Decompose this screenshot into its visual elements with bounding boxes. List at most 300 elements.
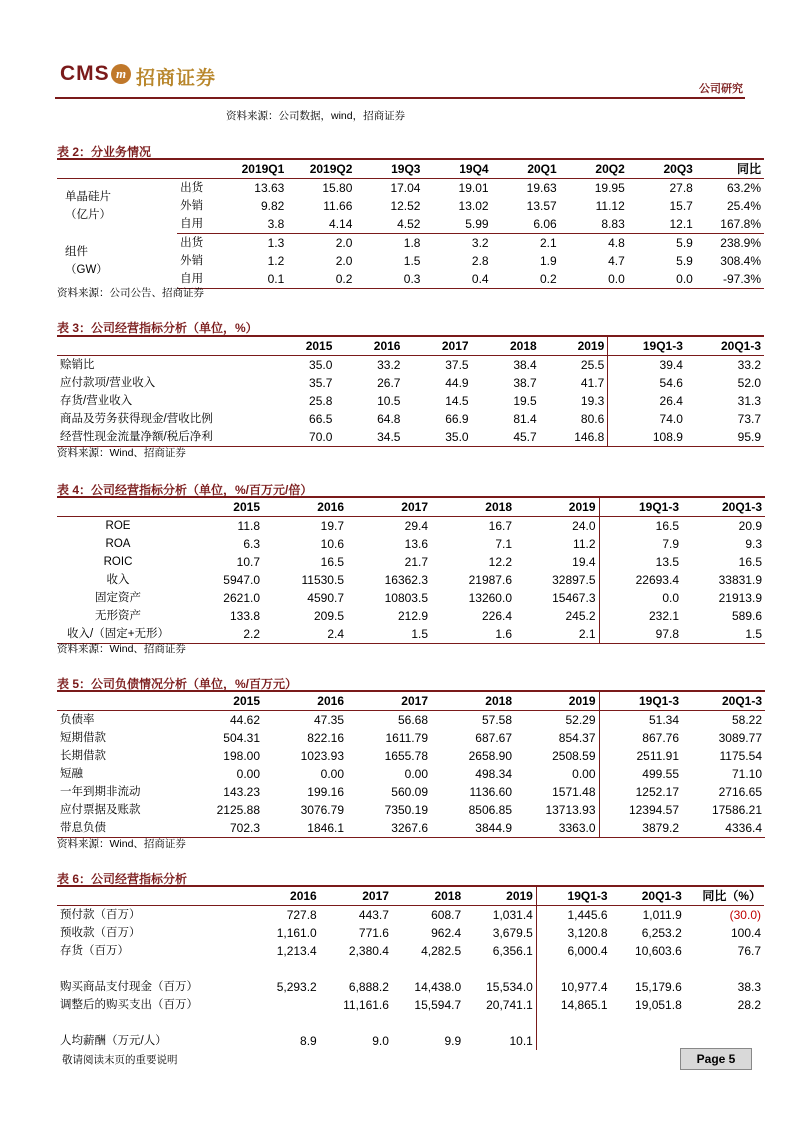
table4-cell: 10.7 [236,555,260,569]
table5-cell: 47.35 [313,713,344,727]
table4-cell: 2.2 [179,625,263,644]
table6-row-label: 预收款（百万） [60,927,141,939]
table4-col-header: 2015 [179,497,263,517]
table5-cell: 51.34 [599,711,682,730]
table5-row [57,711,765,730]
table4-header-row [57,497,765,517]
table3-cell: 25.8 [309,394,333,408]
table6-col-header: 2019 [464,886,536,906]
table4-col-header: 20Q1-3 [682,497,765,517]
table6-col-header: 20Q1-3 [611,886,685,906]
table2-module-cell: 0.0 [560,270,628,289]
table6-row [57,978,764,996]
table3-cell: 73.7 [737,412,761,426]
table5-col-header: 2015 [179,691,263,711]
table5-cell: 2508.59 [552,749,596,763]
table5-cell: 52.29 [565,713,596,727]
table5-row-label: 应付票据及账款 [60,804,141,816]
table2-col-header: 19Q3 [355,159,423,179]
table4-cell: 11.2 [573,537,596,551]
table2-wafer-cell: 11.66 [323,199,353,213]
table6-cell [536,960,610,978]
table4-row [57,517,765,536]
table5-cell: 1136.60 [469,785,512,799]
table5-cell: 198.00 [223,749,260,763]
table3-row [57,392,764,410]
table6-cell: 6,000.4 [536,942,610,960]
table2-module-cell: 0.3 [355,270,423,289]
table6-cell [392,960,464,978]
table3-cell: 41.7 [580,376,605,390]
table4-cell: 16.7 [488,519,512,533]
table5-cell: 687.67 [475,731,512,745]
table4-row-label: 收入/（固定+无形） [57,625,179,644]
table2-wafer-cell: 27.8 [669,181,693,195]
table6-cell: 962.4 [431,926,462,940]
top-source-note: 资料来源：公司数据，wind，招商证券 [226,110,406,122]
table5-row [57,801,765,819]
table4-cell: 5947.0 [223,573,260,587]
table6-cell: 10,603.6 [635,944,682,958]
table6-cell: 443.7 [358,908,389,922]
table2-wafer-cell: 15.80 [322,181,353,195]
table5-cell: 199.16 [307,785,344,799]
table3-cell: 52.0 [737,376,761,390]
table5-cell: 2658.90 [468,749,512,763]
table2-module-cell: 1.9 [539,254,557,268]
table2-col-header: 20Q2 [560,159,628,179]
table3-cell: 95.9 [686,428,764,447]
table6-title: 表 6：公司经营指标分析 [57,872,188,886]
table4-cell: 32897.5 [552,573,596,587]
table4-row [57,553,765,571]
table2-module-row-label: 出货 [180,237,204,249]
table5-cell: 8506.85 [468,803,512,817]
table4-title: 表 4：公司经营指标分析（单位，%/百万元/倍） [57,483,313,497]
table6-cell: 6,253.2 [641,926,682,940]
table5-corner [57,691,179,711]
table4-row-label: 收入 [106,574,130,586]
table5-cell: 560.09 [391,785,428,799]
table3-cell: 37.5 [445,358,469,372]
table2-module-cell: 5.9 [676,254,693,268]
table5-row-label: 带息负债 [57,819,179,838]
table6-cell [248,1014,320,1032]
table2-wafer-cell: 13.57 [526,199,557,213]
table5-cell: 7350.19 [384,803,428,817]
table5-row [57,765,765,783]
table2-module-cell: 2.0 [335,236,353,250]
table6-cell [392,1014,464,1032]
table4-col-header: 2017 [347,497,431,517]
table3-col-header: 20Q1-3 [686,336,764,356]
table6-cell: 9.0 [372,1034,389,1048]
table6-cell: 1,031.4 [492,908,533,922]
table3-row-label: 赊销比 [60,359,95,371]
table4-cell: 209.5 [313,609,344,623]
table6-row [57,1014,764,1032]
table5-cell: 71.10 [731,767,762,781]
table2-module-cell: 1.5 [403,254,421,268]
table2-module-cell: 1.3 [267,236,285,250]
table3-cell: 33.2 [377,358,401,372]
table6-cell [248,996,320,1014]
table4-cell: 13.6 [404,537,428,551]
table3-cell: 19.5 [513,394,537,408]
header-divider [55,97,745,99]
table2-module-row-label: 外销 [180,255,204,267]
table5-cell: 3267.6 [347,819,431,838]
table2-wafer-cell: 5.99 [423,215,491,234]
table2-module-cell: 0.2 [492,270,560,289]
table2-module-cell: 3.2 [471,236,489,250]
table4-cell: 11530.5 [301,573,344,587]
table5-col-header: 2019 [515,691,599,711]
table4-cell: 21987.6 [468,573,512,587]
table6-row-label: 人均薪酬（万元/人） [60,1035,167,1047]
table3-cell: 64.8 [377,412,401,426]
table4-cell: 10803.5 [384,591,428,605]
table3-cell: 26.4 [608,392,686,410]
table5-row-label: 短期借款 [60,732,106,744]
table2-wafer-row-label: 外销 [180,200,204,212]
table6-cell [320,960,392,978]
table6-cell: 2,380.4 [348,944,389,958]
table5-cell: 1846.1 [263,819,347,838]
table5-row-label: 一年到期非流动 [60,786,141,798]
table4-cell: 1.6 [431,625,515,644]
table2-wafer-group-label [57,179,177,234]
table3-cell: 35.0 [309,358,333,372]
table3-cell: 39.4 [608,356,686,375]
table4-cell: 7.9 [599,535,682,553]
table3-cell: 35.0 [403,428,471,447]
table2-module-cell: 1.8 [403,236,421,250]
table4-cell: 19.4 [572,555,596,569]
table2-wafer-cell: 63.2% [726,181,761,195]
table6-cell: 8.9 [300,1034,317,1048]
table5-cell: 13713.93 [545,803,596,817]
table6-row-label: 存货（百万） [60,945,129,957]
table5-col-header: 2017 [347,691,431,711]
table5-row-label: 长期借款 [60,750,106,762]
table5-cell: 2125.88 [216,803,260,817]
table5-col-header: 2016 [263,691,347,711]
table4-cell: 589.6 [731,609,762,623]
table2-col-header: 20Q1 [492,159,560,179]
table6 [57,885,764,1050]
table3-title: 表 3：公司经营指标分析（单位，%） [57,321,258,335]
table6-cell: 10.1 [509,1034,533,1048]
table4-cell: 24.0 [572,519,596,533]
table2-col-header: 2019Q2 [287,159,355,179]
table2-wafer-cell: 4.52 [355,215,423,234]
table2-wafer-cell: 6.06 [492,215,560,234]
table3-cell: 66.9 [445,412,469,426]
table2-module-cell: 2.1 [539,236,557,250]
table4-source: 资料来源：Wind、招商证券 [57,643,186,655]
table3-cell: 81.4 [513,412,537,426]
table3-cell: 70.0 [267,428,335,447]
table6-cell: 11,161.6 [343,998,389,1012]
table6-cell: 100.4 [730,926,761,940]
table6-cell: 38.3 [737,980,761,994]
table4-row-label: 固定资产 [95,592,141,604]
table2-module-cell: 4.7 [608,254,625,268]
table2-module-cell: 4.8 [608,236,625,250]
table5-cell: 1023.93 [300,749,344,763]
table5-cell: 822.16 [307,731,344,745]
table6-cell: 1,445.6 [536,906,610,925]
table4-cell: 245.2 [565,609,596,623]
table5-cell: 4336.4 [682,819,765,838]
table5-cell: 0.00 [404,767,428,781]
table5-cell: 1571.48 [552,785,596,799]
table5-cell: 0.00 [236,767,260,781]
table4-cell: 16.5 [320,555,344,569]
table2-module-cell: 0.1 [219,270,287,289]
table2-wafer-cell: 19.95 [594,181,625,195]
table3-cell: 34.5 [335,428,403,447]
table5-cell: 1252.17 [599,783,682,801]
table2-wafer-cell: 12.1 [628,215,696,234]
table3-cell: 35.7 [309,376,333,390]
table6-cell: 19,051.8 [635,998,682,1012]
table4-cell: 10.6 [320,537,344,551]
table3-header-row [57,336,764,356]
table5-cell: 3879.2 [599,819,682,838]
table3 [57,335,764,447]
table3-col-header: 2016 [335,336,403,356]
table5-header-row [57,691,765,711]
table5-cell: 2511.91 [599,747,682,765]
table4-row-label: ROIC [103,556,133,568]
footer-disclaimer: 敬请阅读末页的重要说明 [62,1054,178,1066]
table4-col-header: 2016 [263,497,347,517]
table2-module-cell: 308.4% [720,254,761,268]
table6-col-header: 同比（%） [685,886,764,906]
table2-module-cell: 238.9% [720,236,761,250]
table5-cell: 867.76 [599,729,682,747]
table2-header-row [57,159,764,179]
table6-col-header: 2016 [248,886,320,906]
table5-col-header: 19Q1-3 [599,691,682,711]
table4-cell: 133.8 [229,609,260,623]
table6-cell [536,1032,610,1050]
table5-cell: 498.34 [475,767,512,781]
table3-row-label: 应付款项/营业收入 [60,377,156,389]
table6-cell: 15,534.0 [486,980,533,994]
table3-cell: 38.7 [513,376,537,390]
table4-cell: 33831.9 [718,573,762,587]
table5-cell: 57.58 [481,713,512,727]
table2-wafer-cell: 3.8 [219,215,287,234]
table3-cell: 146.8 [540,428,608,447]
table4-cell: 1.5 [347,625,431,644]
table6-col-header: 2017 [320,886,392,906]
table2-wafer-cell: 17.04 [390,181,421,195]
table2-col-header: 2019Q1 [219,159,287,179]
table4-row-label: ROE [105,520,131,532]
table5-col-header: 2018 [431,691,515,711]
table6-cell [685,1014,764,1032]
table6-row [57,906,764,925]
table4-cell: 16.5 [738,555,762,569]
table2-wafer-group-label-line1: 单晶硅片 [65,191,111,204]
table4-cell: 15467.3 [552,591,596,605]
table2-module-cell: 2.0 [335,254,353,268]
table2-module-cell: 0.0 [628,270,696,289]
table5-cell: 56.68 [397,713,428,727]
table2-module-row-label: 自用 [177,270,219,289]
table5-cell: 3363.0 [515,819,599,838]
table5-cell: 12394.57 [599,801,682,819]
table2-wafer-cell: 15.7 [669,199,693,213]
table6-cell [611,960,685,978]
table5-cell: 499.55 [599,765,682,783]
table2-wafer-row-label: 自用 [177,215,219,234]
table3-col-header: 2017 [403,336,471,356]
table2-col-header: 19Q4 [423,159,491,179]
table3-row-label: 存货/营业收入 [60,395,133,407]
table6-cell: 15,594.7 [414,998,462,1012]
table5-cell: 1655.78 [384,749,428,763]
table6-cell: 608.7 [431,908,462,922]
table5-cell: 17586.21 [711,803,762,817]
table4-col-header: 19Q1-3 [599,497,682,517]
table2-module-cell: 0.2 [287,270,355,289]
table5-cell: 1175.54 [719,749,762,763]
table3-cell: 80.6 [580,412,605,426]
table3-cell: 25.5 [580,358,605,372]
table4-cell: 16362.3 [384,573,428,587]
table5-cell: 2716.65 [718,785,762,799]
page-number: Page 5 [680,1048,752,1070]
table6-row-label: 预付款（百万） [60,909,141,921]
table4-cell: 2621.0 [223,591,260,605]
table6-cell [464,960,536,978]
table3-cell: 26.7 [377,376,401,390]
table6-row-label [57,1014,248,1032]
table6-col-header: 2018 [392,886,464,906]
table6-cell [611,1032,685,1050]
table6-cell [464,1014,536,1032]
table4-cell: 232.1 [599,607,682,625]
table5-cell: 3089.77 [718,731,762,745]
section-label: 公司研究 [699,83,743,95]
table4-cell: 12.2 [488,555,512,569]
table6-cell: 4,282.5 [421,944,462,958]
table2-module-row [57,234,764,253]
table4-cell: 13.5 [599,553,682,571]
table4-cell: 21913.9 [718,591,762,605]
table4-cell: 20.9 [738,519,762,533]
table6-cell: 14,865.1 [536,996,610,1014]
table2-wafer-cell: 8.83 [560,215,628,234]
table2-col-header: 同比 [696,159,764,179]
table5-cell: 504.31 [223,731,260,745]
table4-row [57,535,765,553]
table6-corner [57,886,248,906]
table6-cell [685,960,764,978]
table4-cell: 13260.0 [468,591,512,605]
table5-cell: 3844.9 [431,819,515,838]
table6-cell: 9.9 [444,1034,462,1048]
table2-module-group-label-line1: 组件 [65,246,88,258]
table4-cell: 6.3 [243,537,260,551]
table3-row [57,410,764,428]
table5-source: 资料来源：Wind、招商证券 [57,838,186,850]
table6-cell: 28.2 [737,998,761,1012]
table6-cell: 3,120.8 [536,924,610,942]
table3-col-header: 2015 [267,336,335,356]
table3-row [57,356,764,375]
table5-cell: 702.3 [179,819,263,838]
table4-corner [57,497,179,517]
table6-row [57,942,764,960]
table6-header-row [57,886,764,906]
table4-col-header: 2019 [515,497,599,517]
table4-row-label: 无形资产 [95,610,141,622]
table4-cell: 19.7 [320,519,344,533]
table4-cell: 212.9 [397,609,428,623]
table4-cell: 1.5 [682,625,765,644]
table2-module-group-label [57,234,177,289]
table2-wafer-row [57,179,764,198]
table6-cell: 76.7 [737,944,761,958]
table3-row [57,374,764,392]
table2-module-cell: 2.8 [471,254,489,268]
table6-cell: 3,679.5 [492,926,533,940]
table6-cell: 1,213.4 [276,944,317,958]
table2 [57,158,764,289]
table5-cell: 0.00 [320,767,344,781]
table3-corner [57,336,267,356]
table5-cell: 3076.79 [300,803,344,817]
table4-cell: 7.1 [495,537,512,551]
table6-cell: 10,977.4 [536,978,610,996]
table6-cell [611,1014,685,1032]
table5-row [57,783,765,801]
logo-text: CMS [60,62,110,85]
table4-col-header: 2018 [431,497,515,517]
logo-mark-icon: m [111,64,131,84]
table3-cell: 31.3 [737,394,761,408]
table6-cell: 14,438.0 [414,980,462,994]
table4-row [57,607,765,625]
table2-module-cell: 1.2 [267,254,285,268]
table4-cell: 4590.7 [307,591,344,605]
table6-cell: 727.8 [286,908,317,922]
table6-row [57,1032,764,1050]
table2-wafer-cell: 19.63 [526,181,557,195]
table5-row [57,819,765,838]
table3-col-header: 2019 [540,336,608,356]
table3-col-header: 19Q1-3 [608,336,686,356]
table5-row-label: 负债率 [60,714,95,726]
table2-wafer-cell: 13.63 [254,181,285,195]
table2-title: 表 2：分业务情况 [57,145,152,159]
table4-row [57,589,765,607]
table6-row-label: 调整后的购买支出（百万） [60,999,198,1011]
table3-cell: 108.9 [608,428,686,447]
table4-cell: 16.5 [599,517,682,536]
table5-row [57,729,765,747]
table5-row-label: 短融 [60,768,83,780]
logo-company-name: 招商证券 [136,67,217,89]
table4-cell: 226.4 [481,609,512,623]
table6-cell: (30.0) [729,908,761,922]
